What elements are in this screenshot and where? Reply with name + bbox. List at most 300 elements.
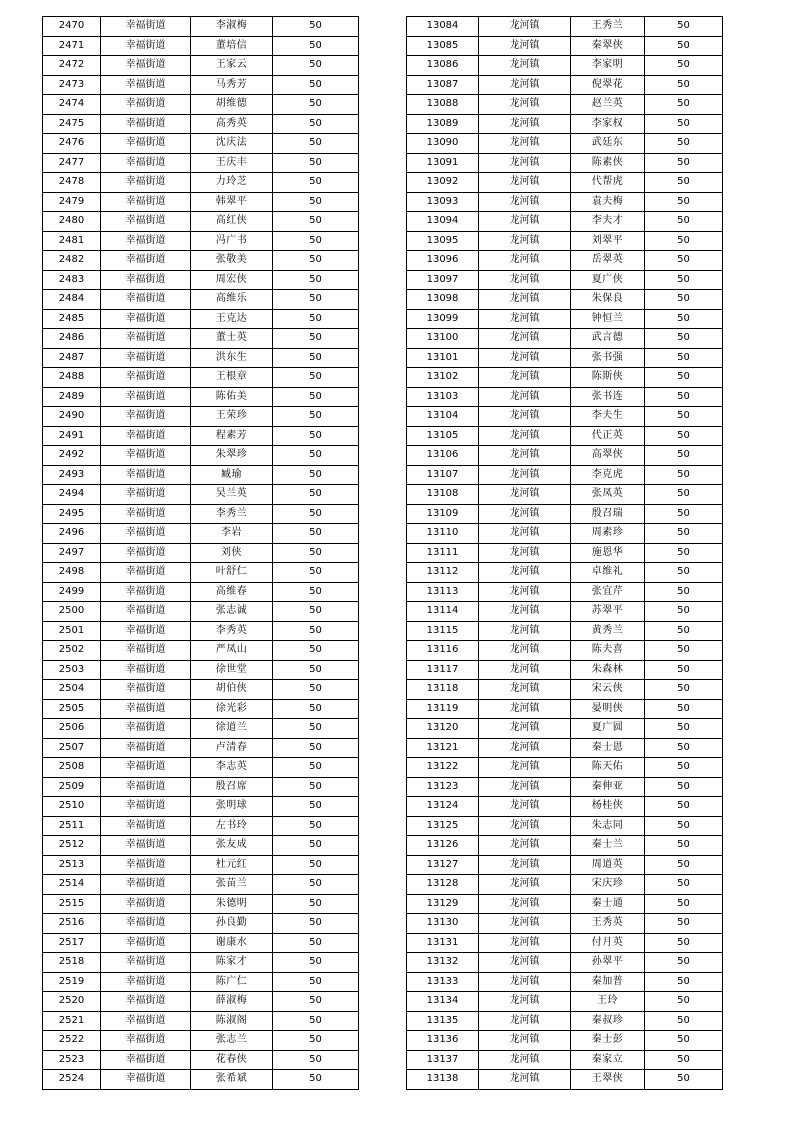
- district-cell: 幸福街道: [101, 621, 191, 641]
- district-cell: 幸福街道: [101, 602, 191, 622]
- district-cell: 幸福街道: [101, 758, 191, 778]
- table-row: [43, 660, 359, 680]
- name-cell: 夏广侠: [571, 270, 645, 290]
- serial-number-cell: 2518: [43, 953, 101, 973]
- serial-number-cell: 13109: [407, 504, 479, 524]
- name-cell: 施恩华: [571, 543, 645, 563]
- serial-number-cell: 2495: [43, 504, 101, 524]
- name-cell: 叶舒仁: [191, 563, 273, 583]
- table-row: [43, 465, 359, 485]
- serial-number-cell: 2508: [43, 758, 101, 778]
- right-table: [406, 16, 723, 1090]
- name-cell: 钟恒兰: [571, 309, 645, 329]
- district-cell: 幸福街道: [101, 777, 191, 797]
- serial-number-cell: 13106: [407, 446, 479, 466]
- amount-cell: 50: [645, 582, 723, 602]
- district-cell: 幸福街道: [101, 446, 191, 466]
- district-cell: 幸福街道: [101, 485, 191, 505]
- amount-cell: 50: [273, 309, 359, 329]
- district-cell: 幸福街道: [101, 368, 191, 388]
- amount-cell: 50: [645, 524, 723, 544]
- serial-number-cell: 2485: [43, 309, 101, 329]
- district-cell: 龙河镇: [479, 309, 571, 329]
- district-cell: 幸福街道: [101, 660, 191, 680]
- name-cell: 张明球: [191, 797, 273, 817]
- serial-number-cell: 2491: [43, 426, 101, 446]
- district-cell: 龙河镇: [479, 114, 571, 134]
- table-row: [43, 719, 359, 739]
- district-cell: 幸福街道: [101, 75, 191, 95]
- table-row: [43, 270, 359, 290]
- district-cell: 幸福街道: [101, 192, 191, 212]
- table-row: [43, 914, 359, 934]
- amount-cell: 50: [645, 465, 723, 485]
- amount-cell: 50: [273, 426, 359, 446]
- district-cell: 龙河镇: [479, 582, 571, 602]
- name-cell: 袁夫梅: [571, 192, 645, 212]
- district-cell: 幸福街道: [101, 699, 191, 719]
- district-cell: 幸福街道: [101, 972, 191, 992]
- name-cell: 陈素侠: [571, 153, 645, 173]
- serial-number-cell: 2510: [43, 797, 101, 817]
- district-cell: 龙河镇: [479, 407, 571, 427]
- name-cell: 王荣珍: [191, 407, 273, 427]
- district-cell: 幸福街道: [101, 153, 191, 173]
- table-row: [407, 504, 723, 524]
- name-cell: 高翠侠: [571, 446, 645, 466]
- name-cell: 董士英: [191, 329, 273, 349]
- district-cell: 龙河镇: [479, 270, 571, 290]
- serial-number-cell: 2507: [43, 738, 101, 758]
- serial-number-cell: 13090: [407, 134, 479, 154]
- amount-cell: 50: [645, 407, 723, 427]
- district-cell: 幸福街道: [101, 894, 191, 914]
- serial-number-cell: 13110: [407, 524, 479, 544]
- table-row: [407, 153, 723, 173]
- name-cell: 洪东生: [191, 348, 273, 368]
- name-cell: 秦家立: [571, 1050, 645, 1070]
- amount-cell: 50: [273, 875, 359, 895]
- district-cell: 幸福街道: [101, 465, 191, 485]
- amount-cell: 50: [273, 543, 359, 563]
- table-row: [407, 75, 723, 95]
- table-row: [43, 368, 359, 388]
- name-cell: 陈斯侠: [571, 368, 645, 388]
- table-row: [43, 699, 359, 719]
- name-cell: 王秀兰: [571, 17, 645, 37]
- serial-number-cell: 13131: [407, 933, 479, 953]
- table-row: [407, 972, 723, 992]
- table-row: [43, 777, 359, 797]
- amount-cell: 50: [645, 95, 723, 115]
- amount-cell: 50: [645, 75, 723, 95]
- name-cell: 花春侠: [191, 1050, 273, 1070]
- district-cell: 幸福街道: [101, 270, 191, 290]
- district-cell: 龙河镇: [479, 1011, 571, 1031]
- name-cell: 张书连: [571, 387, 645, 407]
- table-row: [407, 446, 723, 466]
- district-cell: 龙河镇: [479, 680, 571, 700]
- serial-number-cell: 13136: [407, 1031, 479, 1051]
- amount-cell: 50: [645, 699, 723, 719]
- serial-number-cell: 13130: [407, 914, 479, 934]
- serial-number-cell: 13120: [407, 719, 479, 739]
- serial-number-cell: 13093: [407, 192, 479, 212]
- name-cell: 周素珍: [571, 524, 645, 544]
- name-cell: 张宜芹: [571, 582, 645, 602]
- table-row: [407, 602, 723, 622]
- name-cell: 王秀英: [571, 914, 645, 934]
- district-cell: 龙河镇: [479, 563, 571, 583]
- table-row: [43, 1031, 359, 1051]
- serial-number-cell: 2493: [43, 465, 101, 485]
- district-cell: 龙河镇: [479, 173, 571, 193]
- amount-cell: 50: [645, 738, 723, 758]
- serial-number-cell: 13103: [407, 387, 479, 407]
- table-row: [43, 992, 359, 1012]
- name-cell: 殷召瑞: [571, 504, 645, 524]
- district-cell: 龙河镇: [479, 17, 571, 37]
- serial-number-cell: 2505: [43, 699, 101, 719]
- table-row: [43, 329, 359, 349]
- name-cell: 代正英: [571, 426, 645, 446]
- name-cell: 陈广仁: [191, 972, 273, 992]
- amount-cell: 50: [273, 738, 359, 758]
- name-cell: 李秀英: [191, 621, 273, 641]
- serial-number-cell: 13135: [407, 1011, 479, 1031]
- table-row: [43, 836, 359, 856]
- name-cell: 力玲芝: [191, 173, 273, 193]
- table-row: [43, 797, 359, 817]
- serial-number-cell: 2523: [43, 1050, 101, 1070]
- serial-number-cell: 2498: [43, 563, 101, 583]
- name-cell: 李岩: [191, 524, 273, 544]
- serial-number-cell: 2512: [43, 836, 101, 856]
- district-cell: 龙河镇: [479, 231, 571, 251]
- table-row: [43, 816, 359, 836]
- table-row: [407, 660, 723, 680]
- serial-number-cell: 2520: [43, 992, 101, 1012]
- table-row: [43, 75, 359, 95]
- amount-cell: 50: [273, 1070, 359, 1090]
- amount-cell: 50: [273, 173, 359, 193]
- amount-cell: 50: [645, 621, 723, 641]
- table-row: [43, 17, 359, 37]
- table-row: [43, 95, 359, 115]
- district-cell: 龙河镇: [479, 914, 571, 934]
- district-cell: 幸福街道: [101, 738, 191, 758]
- name-cell: 倪翠花: [571, 75, 645, 95]
- serial-number-cell: 2486: [43, 329, 101, 349]
- district-cell: 龙河镇: [479, 192, 571, 212]
- district-cell: 龙河镇: [479, 543, 571, 563]
- amount-cell: 50: [645, 836, 723, 856]
- name-cell: 程素芳: [191, 426, 273, 446]
- district-cell: 幸福街道: [101, 212, 191, 232]
- name-cell: 宋庆珍: [571, 875, 645, 895]
- name-cell: 陈天佑: [571, 758, 645, 778]
- serial-number-cell: 13122: [407, 758, 479, 778]
- name-cell: 秦士恩: [571, 738, 645, 758]
- amount-cell: 50: [273, 680, 359, 700]
- serial-number-cell: 13114: [407, 602, 479, 622]
- district-cell: 龙河镇: [479, 777, 571, 797]
- amount-cell: 50: [273, 953, 359, 973]
- serial-number-cell: 2511: [43, 816, 101, 836]
- serial-number-cell: 13124: [407, 797, 479, 817]
- table-row: [43, 153, 359, 173]
- serial-number-cell: 13084: [407, 17, 479, 37]
- table-row: [407, 1050, 723, 1070]
- table-row: [43, 1070, 359, 1090]
- name-cell: 秦士通: [571, 894, 645, 914]
- serial-number-cell: 2476: [43, 134, 101, 154]
- name-cell: 殷召席: [191, 777, 273, 797]
- table-row: [43, 641, 359, 661]
- district-cell: 龙河镇: [479, 602, 571, 622]
- district-cell: 龙河镇: [479, 465, 571, 485]
- name-cell: 秦伸亚: [571, 777, 645, 797]
- name-cell: 付月英: [571, 933, 645, 953]
- serial-number-cell: 2513: [43, 855, 101, 875]
- name-cell: 武廷东: [571, 134, 645, 154]
- name-cell: 陈夫喜: [571, 641, 645, 661]
- name-cell: 秦士彭: [571, 1031, 645, 1051]
- amount-cell: 50: [645, 368, 723, 388]
- table-row: [43, 875, 359, 895]
- table-row: [43, 56, 359, 76]
- amount-cell: 50: [645, 153, 723, 173]
- table-row: [407, 95, 723, 115]
- table-row: [43, 387, 359, 407]
- district-cell: 幸福街道: [101, 504, 191, 524]
- table-row: [407, 797, 723, 817]
- amount-cell: 50: [273, 660, 359, 680]
- table-row: [43, 621, 359, 641]
- amount-cell: 50: [273, 212, 359, 232]
- district-cell: 龙河镇: [479, 699, 571, 719]
- amount-cell: 50: [273, 836, 359, 856]
- table-row: [43, 290, 359, 310]
- serial-number-cell: 13112: [407, 563, 479, 583]
- district-cell: 幸福街道: [101, 933, 191, 953]
- name-cell: 秦加普: [571, 972, 645, 992]
- amount-cell: 50: [645, 17, 723, 37]
- left-table: [42, 16, 359, 1090]
- amount-cell: 50: [645, 660, 723, 680]
- district-cell: 幸福街道: [101, 1050, 191, 1070]
- amount-cell: 50: [273, 134, 359, 154]
- serial-number-cell: 2489: [43, 387, 101, 407]
- district-cell: 幸福街道: [101, 543, 191, 563]
- district-cell: 幸福街道: [101, 36, 191, 56]
- serial-number-cell: 13095: [407, 231, 479, 251]
- amount-cell: 50: [273, 368, 359, 388]
- name-cell: 朱德明: [191, 894, 273, 914]
- amount-cell: 50: [645, 329, 723, 349]
- amount-cell: 50: [645, 231, 723, 251]
- name-cell: 孙良勤: [191, 914, 273, 934]
- table-row: [407, 251, 723, 271]
- table-row: [43, 524, 359, 544]
- amount-cell: 50: [273, 797, 359, 817]
- amount-cell: 50: [645, 485, 723, 505]
- table-row: [43, 1050, 359, 1070]
- district-cell: 龙河镇: [479, 426, 571, 446]
- amount-cell: 50: [273, 563, 359, 583]
- table-row: [407, 465, 723, 485]
- amount-cell: 50: [273, 36, 359, 56]
- district-cell: 幸福街道: [101, 426, 191, 446]
- table-row: [43, 212, 359, 232]
- serial-number-cell: 13116: [407, 641, 479, 661]
- name-cell: 秦叔珍: [571, 1011, 645, 1031]
- district-cell: 幸福街道: [101, 17, 191, 37]
- serial-number-cell: 13091: [407, 153, 479, 173]
- name-cell: 陈佑美: [191, 387, 273, 407]
- name-cell: 王克达: [191, 309, 273, 329]
- district-cell: 龙河镇: [479, 1031, 571, 1051]
- table-row: [407, 173, 723, 193]
- table-row: [43, 134, 359, 154]
- table-row: [407, 426, 723, 446]
- name-cell: 张敬美: [191, 251, 273, 271]
- amount-cell: 50: [273, 621, 359, 641]
- table-row: [407, 1011, 723, 1031]
- table-row: [43, 348, 359, 368]
- district-cell: 幸福街道: [101, 231, 191, 251]
- district-cell: 龙河镇: [479, 621, 571, 641]
- table-row: [407, 680, 723, 700]
- district-cell: 龙河镇: [479, 738, 571, 758]
- serial-number-cell: 13113: [407, 582, 479, 602]
- district-cell: 龙河镇: [479, 641, 571, 661]
- table-row: [407, 992, 723, 1012]
- serial-number-cell: 2499: [43, 582, 101, 602]
- name-cell: 王玲: [571, 992, 645, 1012]
- amount-cell: 50: [273, 1011, 359, 1031]
- name-cell: 朱森林: [571, 660, 645, 680]
- amount-cell: 50: [273, 582, 359, 602]
- district-cell: 龙河镇: [479, 933, 571, 953]
- table-row: [407, 1070, 723, 1090]
- table-row: [407, 368, 723, 388]
- name-cell: 张苗兰: [191, 875, 273, 895]
- table-row: [43, 855, 359, 875]
- district-cell: 幸福街道: [101, 173, 191, 193]
- serial-number-cell: 2521: [43, 1011, 101, 1031]
- district-cell: 龙河镇: [479, 134, 571, 154]
- table-row: [407, 719, 723, 739]
- amount-cell: 50: [273, 251, 359, 271]
- name-cell: 夏广圆: [571, 719, 645, 739]
- table-row: [43, 192, 359, 212]
- table-row: [407, 192, 723, 212]
- serial-number-cell: 13123: [407, 777, 479, 797]
- name-cell: 董培信: [191, 36, 273, 56]
- table-row: [407, 836, 723, 856]
- table-row: [407, 699, 723, 719]
- district-cell: 幸福街道: [101, 855, 191, 875]
- serial-number-cell: 13087: [407, 75, 479, 95]
- table-row: [407, 777, 723, 797]
- table-row: [43, 485, 359, 505]
- table-row: [407, 56, 723, 76]
- district-cell: 龙河镇: [479, 972, 571, 992]
- serial-number-cell: 13119: [407, 699, 479, 719]
- amount-cell: 50: [645, 543, 723, 563]
- amount-cell: 50: [645, 797, 723, 817]
- name-cell: 沈庆法: [191, 134, 273, 154]
- district-cell: 龙河镇: [479, 485, 571, 505]
- name-cell: 卢清春: [191, 738, 273, 758]
- district-cell: 幸福街道: [101, 992, 191, 1012]
- serial-number-cell: 13117: [407, 660, 479, 680]
- name-cell: 左书玲: [191, 816, 273, 836]
- name-cell: 李夫生: [571, 407, 645, 427]
- serial-number-cell: 13102: [407, 368, 479, 388]
- district-cell: 龙河镇: [479, 797, 571, 817]
- district-cell: 幸福街道: [101, 1011, 191, 1031]
- right-table-body: [407, 17, 723, 1090]
- name-cell: 朱翠珍: [191, 446, 273, 466]
- table-row: [43, 114, 359, 134]
- district-cell: 龙河镇: [479, 95, 571, 115]
- serial-number-cell: 2490: [43, 407, 101, 427]
- district-cell: 幸福街道: [101, 251, 191, 271]
- serial-number-cell: 13128: [407, 875, 479, 895]
- serial-number-cell: 2517: [43, 933, 101, 953]
- name-cell: 严凤山: [191, 641, 273, 661]
- district-cell: 幸福街道: [101, 309, 191, 329]
- table-row: [407, 933, 723, 953]
- amount-cell: 50: [273, 719, 359, 739]
- table-row: [407, 17, 723, 37]
- name-cell: 胡伯侠: [191, 680, 273, 700]
- amount-cell: 50: [273, 504, 359, 524]
- district-cell: 幸福街道: [101, 563, 191, 583]
- serial-number-cell: 13127: [407, 855, 479, 875]
- name-cell: 王庆丰: [191, 153, 273, 173]
- serial-number-cell: 13104: [407, 407, 479, 427]
- district-cell: 幸福街道: [101, 582, 191, 602]
- serial-number-cell: 13133: [407, 972, 479, 992]
- amount-cell: 50: [273, 348, 359, 368]
- name-cell: 代帮虎: [571, 173, 645, 193]
- district-cell: 龙河镇: [479, 329, 571, 349]
- amount-cell: 50: [273, 75, 359, 95]
- amount-cell: 50: [645, 290, 723, 310]
- serial-number-cell: 13105: [407, 426, 479, 446]
- name-cell: 武言德: [571, 329, 645, 349]
- name-cell: 李家明: [571, 56, 645, 76]
- table-row: [407, 270, 723, 290]
- name-cell: 李淑梅: [191, 17, 273, 37]
- name-cell: 刘翠平: [571, 231, 645, 251]
- name-cell: 李克虎: [571, 465, 645, 485]
- serial-number-cell: 2470: [43, 17, 101, 37]
- serial-number-cell: 2473: [43, 75, 101, 95]
- district-cell: 幸福街道: [101, 914, 191, 934]
- table-row: [407, 641, 723, 661]
- amount-cell: 50: [645, 933, 723, 953]
- amount-cell: 50: [645, 426, 723, 446]
- table-row: [407, 212, 723, 232]
- amount-cell: 50: [645, 1070, 723, 1090]
- name-cell: 秦士兰: [571, 836, 645, 856]
- district-cell: 幸福街道: [101, 1031, 191, 1051]
- amount-cell: 50: [273, 602, 359, 622]
